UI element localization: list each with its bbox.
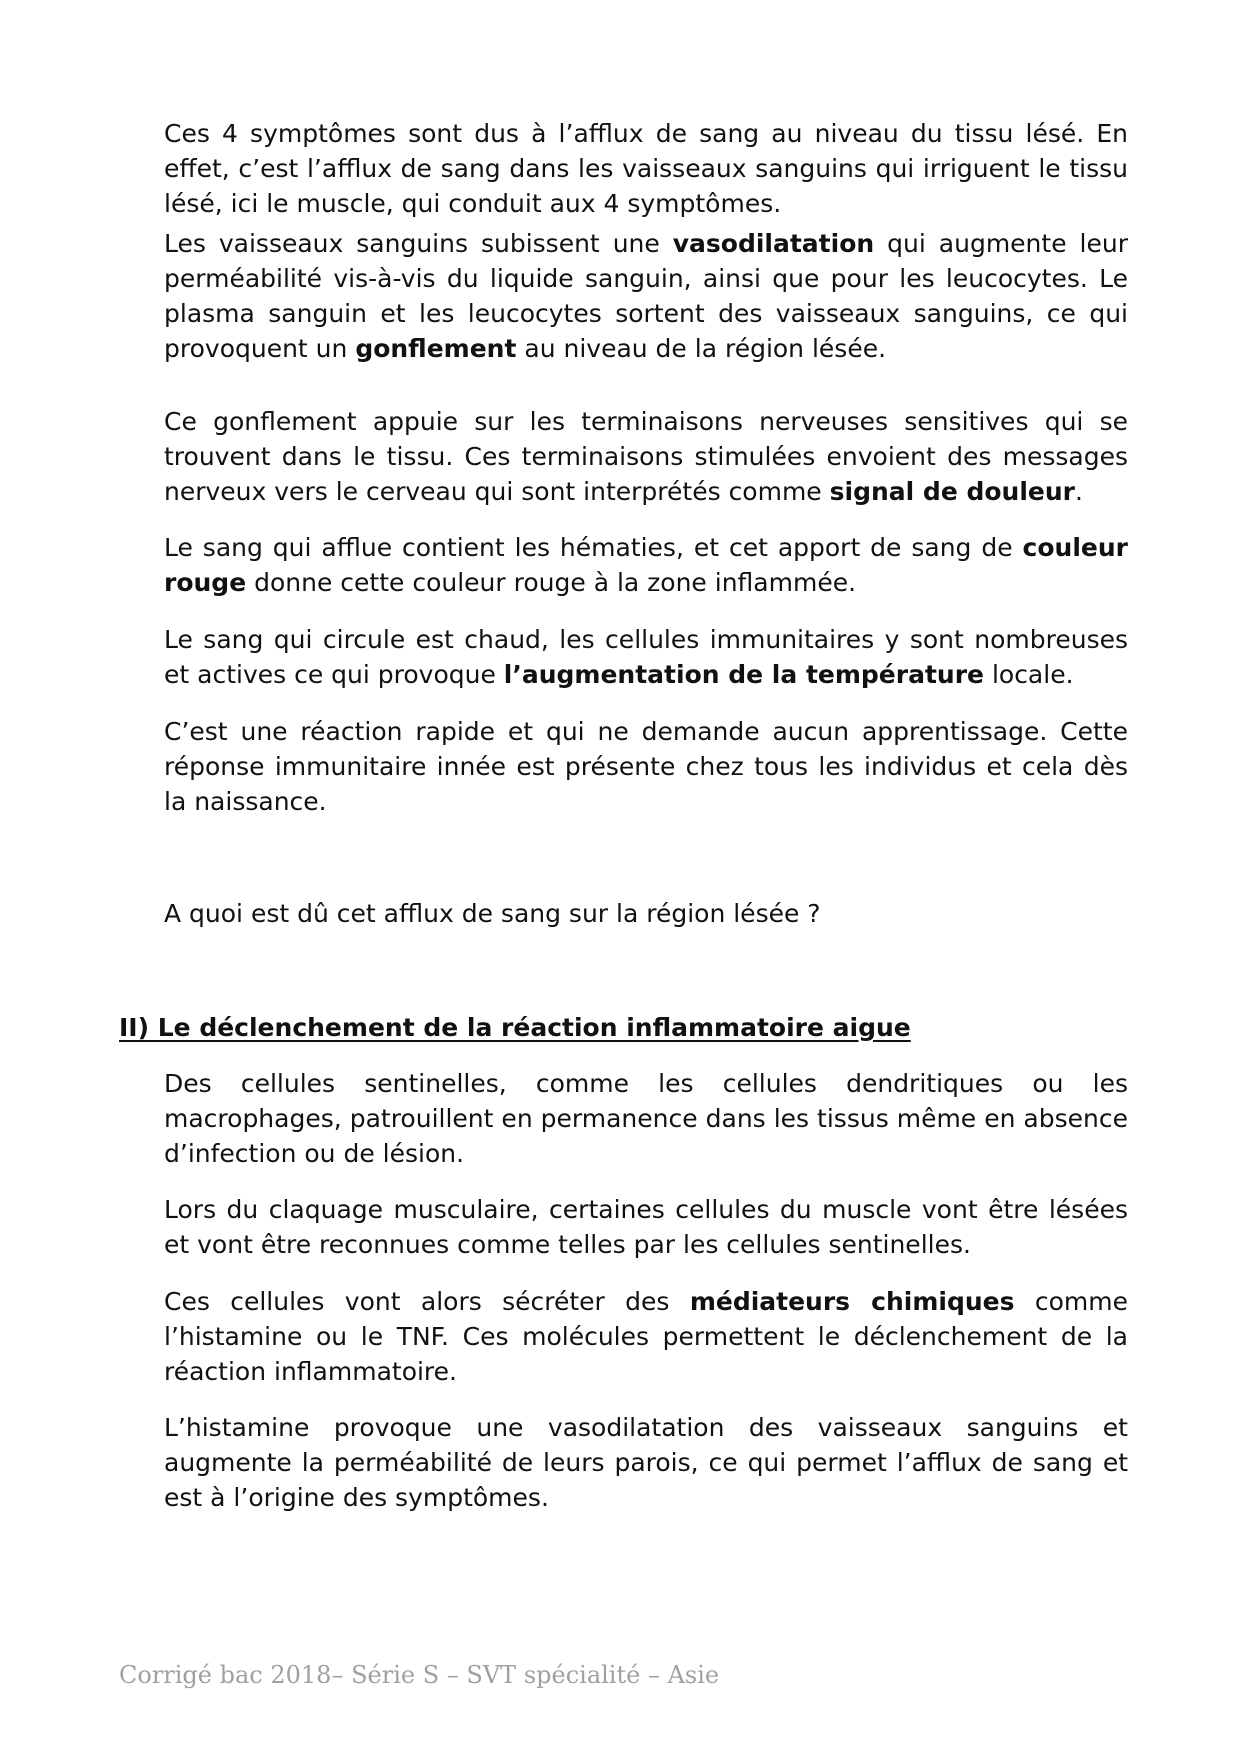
bold-term: l’augmentation de la température (503, 660, 984, 689)
paragraph (164, 226, 1128, 366)
text-run: . (1075, 477, 1083, 506)
text-run: donne cette couleur rouge à la zone inflammée. (246, 568, 857, 597)
bold-term: médiateurs chimiques (689, 1287, 1015, 1316)
text-run: au niveau de la région lésée. (516, 334, 887, 363)
text-run: locale. (984, 660, 1074, 689)
section-title: II) Le déclenchement de la réaction inflammatoire aigue (119, 1013, 911, 1042)
text-run: Ces cellules vont alors sécréter des (164, 1287, 690, 1316)
text-run: Le sang qui circule est chaud, les cellules immunitaires y sont nombreuses et actives ce qui provoque (164, 625, 1128, 689)
bold-term: gonflement (355, 334, 517, 363)
text-run: Lors du claquage musculaire, certaines cellules du muscle vont être lésées et vont être reconnues comme telles par les cellules sentinelles. (164, 1195, 1128, 1259)
text-run: qui augmente leur perméabilité vis-à-vis du liquide sanguin, ainsi que pour les leucocytes. Le plasma sanguin et les leucocytes sortent des vaisseaux sanguins, ce qui provoquent un (164, 229, 1128, 363)
paragraph (164, 116, 1128, 221)
paragraph (164, 530, 1128, 600)
text-run: C’est une réaction rapide et qui ne demande aucun apprentissage. Cette réponse immunitaire innée est présente chez tous les individus et cela dès la naissance. (164, 717, 1128, 816)
paragraph (164, 1410, 1128, 1515)
paragraph (164, 714, 1128, 819)
page-footer: Corrigé bac 2018– Série S – SVT spécialité – Asie (119, 1661, 720, 1689)
bold-term: signal de douleur (829, 477, 1076, 506)
text-run: Ce gonflement appuie sur les terminaisons nerveuses sensitives qui se trouvent dans le tissu. Ces terminaisons stimulées envoient des messages nerveux vers le cerveau qui sont interprétés comme (164, 407, 1128, 506)
bold-term: vasodilatation (672, 229, 875, 258)
question-text: A quoi est dû cet afflux de sang sur la région lésée ? (164, 899, 821, 928)
paragraph (164, 1284, 1128, 1389)
paragraph (164, 1192, 1128, 1262)
text-run: Ces 4 symptômes sont dus à l’afflux de sang au niveau du tissu lésé. En effet, c’est l’afflux de sang dans les vaisseaux sanguins qui irriguent le tissu lésé, ici le muscle, qui conduit aux 4 symptômes. (164, 119, 1128, 218)
text-run: Des cellules sentinelles, comme les cellules dendritiques ou les macrophages, patrouillent en permanence dans les tissus même en absence d’infection ou de lésion. (164, 1069, 1128, 1168)
text-run: Le sang qui afflue contient les hématies, et cet apport de sang de (164, 533, 1023, 562)
text-run: Les vaisseaux sanguins subissent une (164, 229, 673, 258)
paragraph (164, 622, 1128, 692)
text-run: comme l’histamine ou le TNF. Ces molécules permettent le déclenchement de la réaction inflammatoire. (164, 1287, 1128, 1386)
text-run: L’histamine provoque une vasodilatation des vaisseaux sanguins et augmente la perméabilité de leurs parois, ce qui permet l’afflux de sang et est à l’origine des symptômes. (164, 1413, 1128, 1512)
bold-term: couleur rouge (164, 533, 1128, 597)
paragraph (164, 404, 1128, 509)
paragraph (164, 1066, 1128, 1171)
